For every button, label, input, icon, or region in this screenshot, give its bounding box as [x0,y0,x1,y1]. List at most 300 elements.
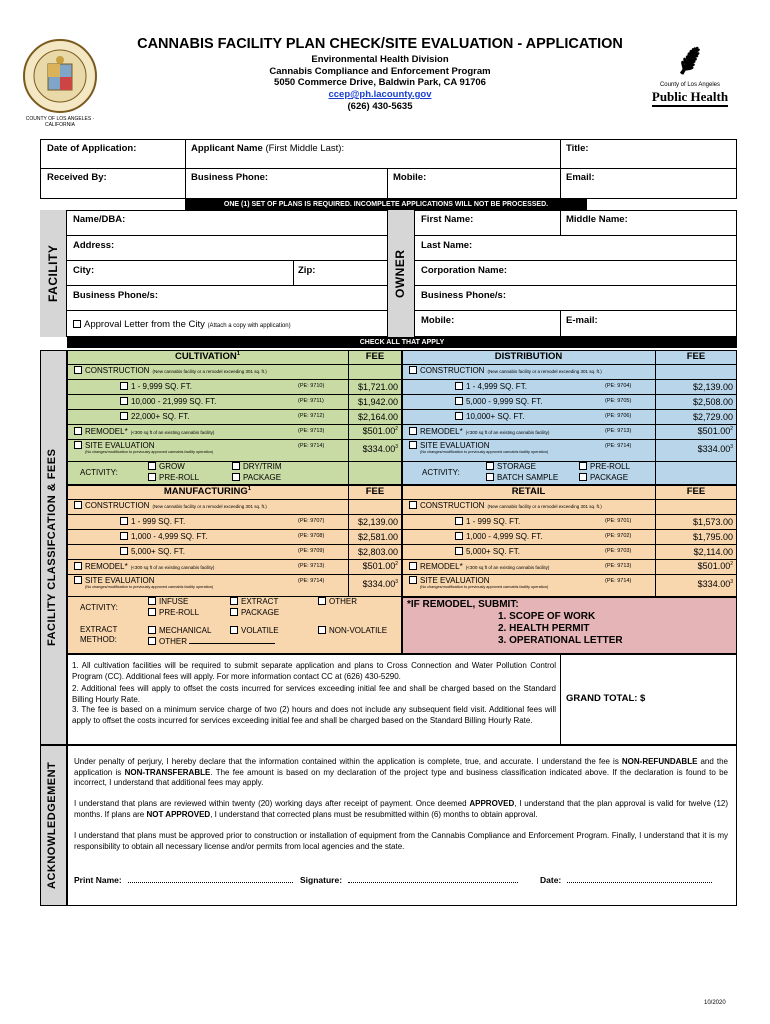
ack-text: , I understand that the plan approval is valid for twelve (12) months. If plans are [74,799,729,819]
option-label: 10,000+ SQ. FT. [466,412,525,421]
footnote-sup: 2 [395,426,398,432]
checkbox-icon[interactable] [148,608,156,616]
act-dry-trim[interactable] [232,462,282,471]
manufacturing-remodel-pe: (PE: 9713) [298,563,325,569]
manufacturing-pe-code: (PE: 9709) [298,548,325,554]
retail-remodel-checkbox[interactable] [409,562,549,571]
act-label: INFUSE [159,597,189,606]
retail-fee: $1,573.00 [692,517,733,527]
manufacturing-size-checkbox[interactable] [120,547,185,556]
checkbox-icon[interactable] [148,462,156,470]
email-field[interactable]: Email: [566,172,595,183]
distribution-fee-header: FEE [686,351,706,362]
extract-method-label: EXTRACT METHOD: [80,625,118,644]
retail-site-pe: (PE: 9714) [605,578,632,584]
manufacturing-pe-code: (PE: 9708) [298,533,325,539]
retail-site-hint: (No changes/modification to previously approved cannabis facility operation) [420,585,549,589]
city-field[interactable]: City: [73,265,95,276]
cultivation-remodel-fee [348,426,398,436]
act-label: OTHER [329,597,357,606]
act-dist-pre-roll[interactable] [579,462,630,471]
ack-paragraph-2 [74,799,728,820]
logo-icon: ⸙ [673,34,707,85]
footnote-sup: 3 [395,579,398,585]
act-label: STORAGE [497,462,536,471]
retail-site-fee [655,579,733,589]
print-name-field[interactable] [74,875,293,885]
manufacturing-remodel-fee [348,561,398,571]
distribution-row-divider [402,424,737,425]
option-label: SITE EVALUATION [85,441,155,450]
cultivation-site-pe: (PE: 9714) [298,443,325,449]
act-other[interactable] [318,597,357,606]
manufacturing-title-text: MANUFACTURING [163,486,248,498]
retail-row-divider [402,544,737,545]
option-label: 5,000 - 9,999 SQ. FT. [466,397,543,406]
checkbox-icon[interactable] [232,473,240,481]
footnote-sup: 2 [730,426,733,432]
signature-field[interactable] [300,875,518,885]
act-pre-roll[interactable] [148,473,199,482]
checkbox-icon[interactable] [455,547,463,555]
approval-hint: (Attach a copy with application) [207,323,291,329]
act-label: PRE-ROLL [159,473,200,482]
ack-text: and the application is [74,757,728,777]
option-hint: (<300 sq ft of an existing cannabis facility) [465,430,550,435]
act-dist-package[interactable] [579,473,628,482]
option-hint: (<300 sq ft of an existing cannabis facility) [130,565,215,570]
signature-line[interactable] [348,882,518,883]
cultivation-size-checkbox[interactable] [120,382,192,391]
option-label: REMODEL* [85,562,128,571]
checkbox-icon[interactable] [73,320,81,328]
cultivation-remodel-pe: (PE: 9713) [298,428,325,434]
option-label: 5,000+ SQ. FT. [131,547,186,556]
remodel-item-2: 2. HEALTH PERMIT [498,623,590,634]
act-label: DRY/TRIM [243,462,282,471]
option-label: 1 - 9,999 SQ. FT. [131,382,192,391]
manufacturing-fee: $2,139.00 [357,517,398,527]
footnote-sup: 3 [730,444,733,450]
footnote-sup: 1 [247,486,252,492]
checkbox-icon[interactable] [120,382,128,390]
checkbox-icon[interactable] [120,397,128,405]
signature-label: Signature: [300,875,343,885]
option-label: 1 - 999 SQ. FT. [466,517,521,526]
fee-value: $334.00 [362,444,396,454]
manufacturing-activity-label: ACTIVITY: [80,603,118,612]
option-label: CONSTRUCTION [85,366,150,375]
ack-text: Under penalty of perjury, I hereby declare that the information contained within the application is complete, true, and accurate. I understand the fee is [74,757,622,766]
act-label: PACKAGE [243,473,282,482]
option-label: 10,000 - 21,999 SQ. FT. [131,397,217,406]
manufacturing-site-hint: (No changes/modification to previously approved cannabis facility operation) [85,585,214,589]
retail-row-divider [402,574,737,575]
checkbox-icon[interactable] [74,501,82,509]
logo-big-text: Public Health [652,89,728,107]
cultivation-row-divider [67,424,402,425]
date-line[interactable] [567,882,712,883]
option-label: CONSTRUCTION [420,366,485,375]
checkbox-icon[interactable] [120,547,128,555]
cultivation-site-hint: (No changes/modification to previously approved cannabis facility operation) [85,450,214,454]
option-label: 1,000 - 4,999 SQ. FT. [131,532,208,541]
ack-bold: NON-REFUNDABLE [621,757,698,766]
method-other[interactable] [148,637,275,646]
act-label: PACKAGE [590,473,629,482]
checkbox-icon[interactable] [120,532,128,540]
checkbox-icon[interactable] [455,382,463,390]
checkbox-icon[interactable] [148,597,156,605]
program: Cannabis Compliance and Enforcement Program [269,66,491,77]
division: Environmental Health Division [311,54,449,65]
distribution-fee: $2,139.00 [692,382,733,392]
last-name-field[interactable]: Last Name: [421,240,473,251]
mobile-field[interactable]: Mobile: [393,172,427,183]
checkbox-icon[interactable] [230,597,238,605]
distribution-fee: $2,508.00 [692,397,733,407]
option-label: SITE EVALUATION [420,576,490,585]
classification-side-label: FACILITY CLASSIFCATION & FEES [46,448,58,647]
option-hint: (<300 sq ft of an existing cannabis facility) [130,430,215,435]
checkbox-icon[interactable] [120,412,128,420]
remodel-item-3: 3. OPERATIONAL LETTER [498,635,623,646]
act-batch-sample[interactable] [486,473,558,482]
distribution-row-divider [402,409,737,410]
option-label: 5,000+ SQ. FT. [466,547,521,556]
distribution-remodel-pe: (PE: 9713) [605,428,632,434]
cultivation-pe-code: (PE: 9710) [298,383,325,389]
footnote-sup: 3 [730,579,733,585]
cultivation-size-checkbox[interactable] [120,397,216,406]
option-hint: (<300 sq ft of an existing cannabis facility) [465,565,550,570]
checkbox-icon[interactable] [579,473,587,481]
cultivation-pe-code: (PE: 9712) [298,413,325,419]
checkbox-icon[interactable] [409,576,417,584]
checkbox-icon[interactable] [318,597,326,605]
approval-letter-checkbox[interactable] [73,319,291,330]
retail-fee-header: FEE [686,486,706,497]
act-mfg-package[interactable] [230,608,279,617]
manufacturing-site-eval-checkbox[interactable] [74,576,155,585]
retail-pe-code: (PE: 9703) [605,548,632,554]
option-label: CONSTRUCTION [420,501,485,510]
ack-bold: APPROVED [469,799,515,808]
distribution-pe-code: (PE: 9705) [605,398,632,404]
fee-value: $334.00 [362,579,396,589]
checkbox-icon[interactable] [148,473,156,481]
distribution-construction-checkbox[interactable] [409,366,602,375]
option-label: 1 - 999 SQ. FT. [131,517,186,526]
checkbox-icon[interactable] [148,626,156,634]
cultivation-row-divider [67,439,402,440]
retail-remodel-fee [655,561,733,571]
cultivation-pe-code: (PE: 9711) [298,398,324,404]
other-method-line[interactable] [189,643,275,644]
owner-phones-field[interactable]: Business Phone/s: [421,290,506,301]
corporation-field[interactable]: Corporation Name: [421,265,508,276]
retail-size-checkbox[interactable] [455,517,520,526]
ack-bold: NOT APPROVED [146,809,211,819]
act-grow[interactable] [148,462,185,471]
retail-fee: $2,114.00 [693,547,733,557]
print-line[interactable] [128,882,293,883]
fee-value: $501.00 [362,561,396,571]
option-label: 1,000 - 4,999 SQ. FT. [466,532,543,541]
form-title: CANNABIS FACILITY PLAN CHECK/SITE EVALUATION - APPLICATION [137,36,623,52]
method-mechanical[interactable] [148,626,211,635]
fee-value: $334.00 [697,579,731,589]
distribution-pe-code: (PE: 9704) [605,383,632,389]
act-extract[interactable] [230,597,278,606]
fee-value: $501.00 [697,561,731,571]
distribution-size-checkbox[interactable] [455,382,527,391]
act-label: EXTRACT [241,597,279,606]
checkbox-icon[interactable] [74,576,82,584]
act-mfg-pre-roll[interactable] [148,608,199,617]
checkbox-icon[interactable] [74,427,82,435]
footnote-sup: 2 [730,561,733,567]
checkbox-icon[interactable] [455,397,463,405]
checkbox-icon[interactable] [232,462,240,470]
checkbox-icon[interactable] [74,441,82,449]
fee-value: $501.00 [362,426,396,436]
cultivation-fee: $1,942.00 [357,397,398,407]
option-label: REMODEL* [85,427,128,436]
distribution-site-hint: (No changes/modification to previously approved cannabis facility operation) [420,450,549,454]
ack-paragraph-3: I understand that plans must be approved prior to construction or installation of equipment from the Cannabis Compliance and Enforcement Program. Finally, I understand that it is my responsibility to obtain all necessary license and/or permits from local agencies and the state. [74,831,728,851]
manufacturing-fee: $2,581.00 [357,532,398,542]
method-volatile[interactable] [230,626,279,635]
first-name-field[interactable]: First Name: [421,214,474,225]
manufacturing-row-divider [67,574,402,575]
manufacturing-construction-checkbox[interactable] [74,501,267,510]
check-all-bar: CHECK ALL THAT APPLY [67,337,737,348]
method-non-volatile[interactable] [318,626,387,635]
retail-size-checkbox[interactable] [455,547,520,556]
cultivation-title-text: CULTIVATION [174,351,237,363]
option-label: SITE EVALUATION [420,441,490,450]
retail-row-divider [402,559,737,560]
manufacturing-row-divider [67,514,402,515]
applicant-hint: (First Middle Last): [265,143,345,154]
checkbox-icon[interactable] [409,501,417,509]
option-label: REMODEL* [420,427,463,436]
method-label: OTHER [159,637,187,646]
ack-paragraph-1 [74,757,728,789]
note-3: 3. The fee is based on a minimum service charge of two (2) hours and does not include any subsequent field visit. Additional fees will apply to offset the costs incurred for services exceeding initial fee and shall be charged based on the Standard Billing Hourly Rate. [72,705,556,725]
form-version: 10/2020 [704,1000,726,1006]
method-label: MECHANICAL [159,626,212,635]
grand-total-field[interactable]: GRAND TOTAL: $ [566,693,646,704]
facility-side-label: FACILITY [46,244,60,303]
act-label: BATCH SAMPLE [497,473,559,482]
checkbox-icon[interactable] [455,412,463,420]
ack-side-label: ACKNOWLEDGEMENT [46,761,58,890]
act-label: PRE-ROLL [159,608,200,617]
cultivation-row-divider [67,409,402,410]
county-seal [22,38,98,114]
cultivation-site-eval-checkbox[interactable] [74,441,155,450]
manufacturing-pe-code: (PE: 9707) [298,518,325,524]
retail-title: RETAIL [511,486,546,497]
distribution-size-checkbox[interactable] [455,397,542,406]
middle-name-field[interactable]: Middle Name: [566,214,628,225]
seal-icon [22,38,98,114]
retail-site-eval-checkbox[interactable] [409,576,490,585]
distribution-activity-label: ACTIVITY: [422,468,460,477]
act-package[interactable] [232,473,281,482]
retail-size-checkbox[interactable] [455,532,542,541]
checkbox-icon[interactable] [486,473,494,481]
checkbox-icon[interactable] [455,532,463,540]
note-2: 2. Additional fees will apply to offset the costs incurred for services exceeding initial fee and shall be charged based on the Standard Billing Hourly Rate. [72,684,556,704]
distribution-row-divider [402,394,737,395]
business-phone-field[interactable]: Business Phone: [191,172,269,183]
method-label: VOLATILE [241,626,279,635]
checkbox-icon[interactable] [579,462,587,470]
address-field[interactable]: Address: [73,240,115,251]
owner-email-field[interactable]: E-mail: [566,315,598,326]
manufacturing-title [67,486,348,497]
owner-mobile-field[interactable]: Mobile: [421,315,455,326]
checkbox-icon[interactable] [409,366,417,374]
retail-pe-code: (PE: 9701) [605,518,632,524]
option-label: SITE EVALUATION [85,576,155,585]
option-label: CONSTRUCTION [85,501,150,510]
seal-caption: COUNTY OF LOS ANGELES · CALIFORNIA [25,116,95,128]
cultivation-row-divider [67,379,402,380]
manufacturing-row-divider [67,544,402,545]
remodel-submit-head: *IF REMODEL, SUBMIT: [407,599,519,610]
option-label: 1 - 4,999 SQ. FT. [466,382,527,391]
distribution-row-divider [402,379,737,380]
act-infuse[interactable] [148,597,188,606]
phone: (626) 430-5635 [347,101,413,112]
cultivation-remodel-checkbox[interactable] [74,427,214,436]
ack-text: I understand that plans are reviewed within twenty (20) working days after receipt of payment. Once deemed [74,799,470,808]
retail-row-divider [402,514,737,515]
title-field[interactable]: Title: [566,143,589,154]
checkbox-icon[interactable] [230,626,238,634]
footnote-sup: 2 [395,561,398,567]
cultivation-fee-header: FEE [365,351,385,362]
zip-field[interactable]: Zip: [298,265,316,276]
print-label: Print Name: [74,875,122,885]
distribution-remodel-fee [655,426,733,436]
option-hint: (New cannabis facility or a remodel exceeding 301 sq. ft.) [152,369,267,374]
ack-text: , I understand that corrected plans must be resubmitted within (6) months to obtain approval. [210,809,538,819]
checkbox-icon[interactable] [120,517,128,525]
act-storage[interactable] [486,462,536,471]
facility-phones-field[interactable]: Business Phone/s: [73,290,158,301]
distribution-size-checkbox[interactable] [455,412,524,421]
cultivation-title [67,351,348,362]
distribution-row-divider [402,439,737,440]
applicant-field[interactable] [191,143,344,154]
manufacturing-row-divider [67,529,402,530]
date-sign-field[interactable] [540,875,712,885]
cultivation-fee: $2,164.00 [357,412,398,422]
fee-value: $501.00 [697,426,731,436]
logo-small-text: County of Los Angeles [659,82,721,88]
option-hint: (New cannabis facility or a remodel exceeding 301 sq. ft.) [152,504,267,509]
footnote-sup: 3 [395,444,398,450]
checkbox-icon[interactable] [230,608,238,616]
footnote-sup: 1 [236,351,241,357]
checkbox-icon[interactable] [318,626,326,634]
option-hint: (New cannabis facility or a remodel exceeding 301 sq. ft.) [487,369,602,374]
manufacturing-size-checkbox[interactable] [120,532,207,541]
cultivation-fee: $1,721.00 [357,382,398,392]
manufacturing-remodel-checkbox[interactable] [74,562,214,571]
cultivation-activity-label: ACTIVITY: [80,468,118,477]
retail-construction-checkbox[interactable] [409,501,602,510]
distribution-pe-code: (PE: 9706) [605,413,632,419]
date-field[interactable]: Date of Application: [47,143,137,154]
ack-bold: NON-TRANSFERABLE [124,767,211,777]
distribution-remodel-checkbox[interactable] [409,427,549,436]
received-field[interactable]: Received By: [47,172,107,183]
retail-pe-code: (PE: 9702) [605,533,632,539]
date-label: Date: [540,875,562,885]
cultivation-row-divider [67,394,402,395]
distribution-fee: $2,729.00 [692,412,733,422]
manufacturing-size-checkbox[interactable] [120,517,185,526]
email-link[interactable]: ccep@ph.lacounty.gov [328,89,432,100]
checkbox-icon[interactable] [455,517,463,525]
distribution-site-fee [655,444,733,454]
owner-side-label: OWNER [393,249,407,298]
distribution-site-eval-checkbox[interactable] [409,441,490,450]
retail-row-divider [402,529,737,530]
cultivation-construction-checkbox[interactable] [74,366,267,375]
address: 5050 Commerce Drive, Baldwin Park, CA 91706 [274,77,486,88]
applicant-table [40,139,737,199]
distribution-site-pe: (PE: 9714) [605,443,632,449]
note-1: 1. All cultivation facilities will be required to submit separate application and plans to Cross Connection and Water Pollution Control Program (CC). Additional fees will apply. For more information contact CC at (626) 430-5290. [72,661,556,681]
name-dba-field[interactable]: Name/DBA: [73,214,126,225]
retail-fee: $1,795.00 [692,532,733,542]
manufacturing-site-fee [348,579,398,589]
act-label: PACKAGE [241,608,280,617]
option-hint: (New cannabis facility or a remodel exceeding 301 sq. ft.) [487,504,602,509]
checkbox-icon[interactable] [74,562,82,570]
approval-label: Approval Letter from the City [84,319,205,330]
fee-value: $334.00 [697,444,731,454]
option-label: 22,000+ SQ. FT. [131,412,190,421]
manufacturing-fee-header: FEE [365,486,385,497]
remodel-item-1: 1. SCOPE OF WORK [498,611,596,622]
checkbox-icon[interactable] [409,562,417,570]
plans-note: ONE (1) SET OF PLANS IS REQUIRED. INCOMPLETE APPLICATIONS WILL NOT BE PROCESSED. [185,199,587,210]
manufacturing-row-divider [67,559,402,560]
applicant-label: Applicant Name [191,143,263,154]
checkbox-icon[interactable] [74,366,82,374]
public-health-logo [644,34,736,118]
act-label: GROW [159,462,185,471]
manufacturing-site-pe: (PE: 9714) [298,578,325,584]
ack-text: . The fee amount is based on my declaration of the project type and business classification indicated above. If the declaration is found to be incorrect, I understand that additional fees may apply. [74,767,728,787]
act-label: PRE-ROLL [590,462,631,471]
cultivation-size-checkbox[interactable] [120,412,189,421]
checkbox-icon[interactable] [409,441,417,449]
cultivation-site-fee [348,444,398,454]
manufacturing-fee: $2,803.00 [357,547,398,557]
checkbox-icon[interactable] [486,462,494,470]
checkbox-icon[interactable] [148,637,156,645]
checkbox-icon[interactable] [409,427,417,435]
